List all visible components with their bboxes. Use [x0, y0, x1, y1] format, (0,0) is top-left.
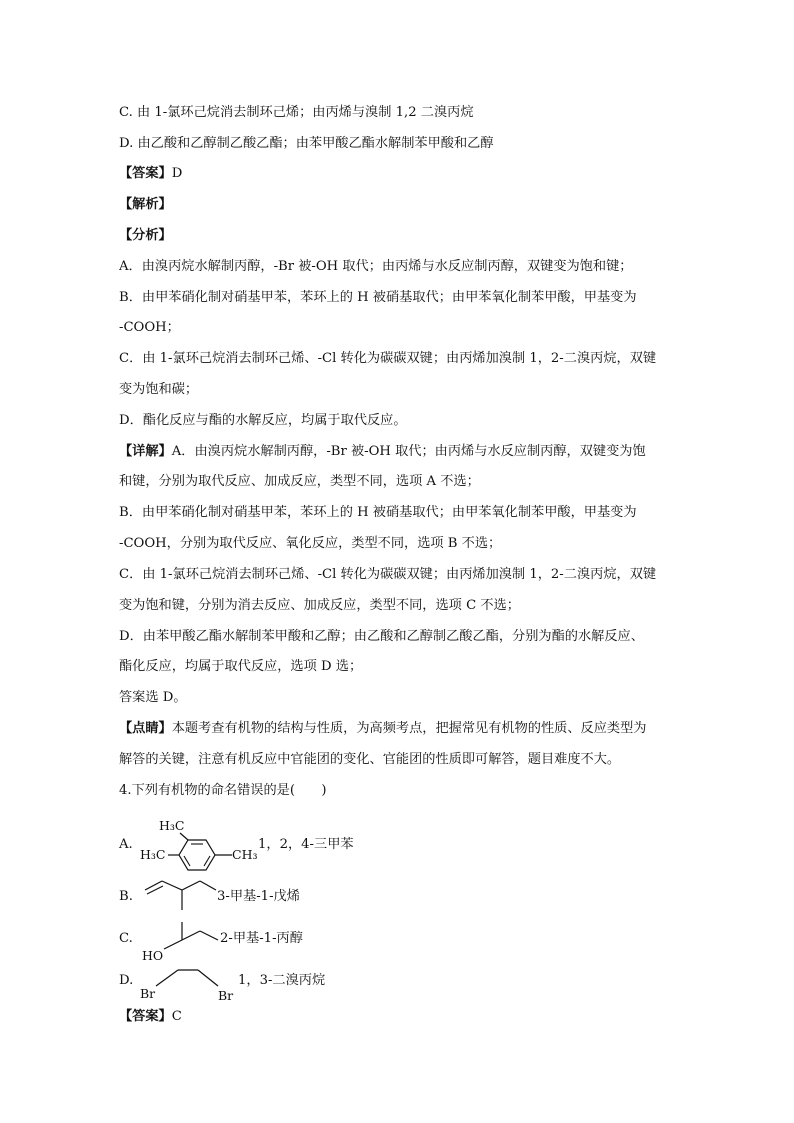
text-line	[119, 566, 656, 584]
dibromopropane-structure	[140, 962, 240, 1002]
text-line	[119, 782, 327, 800]
line-text: A．由溴丙烷水解制丙醇，-Br 被-OH 取代；由丙烯与水反应制丙醇，双键变为饱和键；	[119, 259, 633, 274]
line-text: 变为饱和碳；	[119, 382, 199, 397]
line-text: B．由甲苯硝化制对硝基甲苯，苯环上的 H 被硝基取代；由甲苯氧化制苯甲酸，甲基变为	[119, 290, 637, 305]
final-answer-value: C	[171, 1009, 182, 1024]
text-line	[119, 412, 407, 430]
option-d-letter: D.	[119, 973, 134, 988]
line-text: D．酯化反应与酯的水解反应，均属于取代反应。	[119, 413, 407, 428]
text-line	[119, 319, 180, 337]
line-text: C. 由 1-氯环己烷消去制环己烯；由丙烯与溴制 1,2 二溴丙烷	[119, 105, 474, 120]
final-answer-label: 【答案】	[119, 1009, 172, 1024]
line-text: B．由甲苯硝化制对硝基甲苯，苯环上的 H 被硝基取代；由甲苯氧化制苯甲酸，甲基变为	[119, 505, 637, 520]
option-c-letter: C.	[119, 931, 133, 946]
text-line	[119, 751, 620, 769]
section-label: 【详解】	[119, 444, 172, 459]
line-text: D	[171, 166, 183, 181]
option-b-letter: B.	[119, 889, 133, 904]
line-text: 4.下列有机物的命名错误的是( )	[119, 783, 327, 798]
text-line	[119, 504, 637, 522]
section-label: 【答案】	[119, 166, 172, 181]
line-text: 变为饱和键，分别为消去反应、加成反应，类型不同，选项 C 不选；	[119, 598, 520, 613]
methylpentene-structure	[142, 878, 222, 918]
trimethylbenzene-structure	[140, 814, 270, 874]
section-label: 【解析】	[119, 197, 172, 212]
section-label: 【分析】	[119, 228, 172, 243]
line-text: -COOH；	[119, 320, 180, 335]
final-answer	[119, 1008, 182, 1026]
line-text: D. 由乙酸和乙醇制乙酸乙酯；由苯甲酸乙酯水解制苯甲酸和乙醇	[119, 136, 494, 151]
option-c-name: 2-甲基-1-丙醇	[220, 931, 303, 946]
bromine-left-label: Br	[140, 986, 156, 1001]
methylpropanol-structure	[142, 918, 222, 962]
text-line	[119, 165, 182, 183]
text-line	[119, 720, 647, 738]
text-line	[119, 473, 480, 491]
option-b-name: 3-甲基-1-戊烯	[217, 889, 300, 904]
line-text: D．由苯甲酸乙酯水解制苯甲酸和乙醇；由乙酸和乙醇制乙酸乙酯，分别为酯的水解反应、	[119, 629, 644, 644]
line-text: C．由 1-氯环己烷消去制环己烯、-Cl 转化为碳碳双键；由丙烯加溴制 1，2-二溴丙烷，双键	[119, 351, 657, 366]
h3c-left-label: H₃C	[140, 847, 166, 862]
option-a-letter: A.	[119, 837, 133, 852]
text-line	[119, 689, 187, 707]
text-line	[119, 597, 520, 615]
line-text: -COOH，分别为取代反应、氧化反应，类型不同，选项 B 不选；	[119, 536, 502, 551]
line-text: 解答的关键，注意有机反应中官能团的变化、官能团的性质即可解答，题目难度不大。	[119, 752, 621, 767]
bromine-right-label: Br	[218, 988, 234, 1003]
line-text: 本题考查有机物的结构与性质，为高频考点，把握常见有机物的性质、反应类型为	[171, 721, 647, 736]
line-text: 和键，分别为取代反应、加成反应，类型不同，选项 A 不选；	[119, 474, 480, 489]
text-line	[119, 628, 644, 646]
text-line	[119, 135, 494, 153]
text-line	[119, 258, 633, 276]
text-line	[119, 350, 656, 368]
text-line	[119, 443, 646, 461]
option-d-name: 1，3-二溴丙烷	[238, 973, 326, 988]
line-text: A．由溴丙烷水解制丙醇，-Br 被-OH 取代；由丙烯与水反应制丙醇，双键变为饱	[171, 444, 646, 459]
text-line	[119, 227, 172, 245]
option-a-name: 1，2，4-三甲苯	[258, 837, 354, 852]
text-line	[119, 658, 362, 676]
hydroxyl-label: HO	[142, 948, 164, 963]
text-line	[119, 289, 637, 307]
section-label: 【点睛】	[119, 721, 172, 736]
h3c-top-label: H₃C	[159, 818, 185, 833]
line-text: 酯化反应，均属于取代反应，选项 D 选；	[119, 659, 363, 674]
line-text: C．由 1-氯环己烷消去制环己烯、-Cl 转化为碳碳双键；由丙烯加溴制 1，2-二溴丙烷，双键	[119, 567, 657, 582]
text-line	[119, 381, 198, 399]
text-line	[119, 196, 172, 214]
ch3-right-label: CH₃	[232, 847, 258, 862]
text-line	[119, 104, 474, 122]
text-line	[119, 535, 501, 553]
line-text: 答案选 D。	[119, 690, 187, 705]
